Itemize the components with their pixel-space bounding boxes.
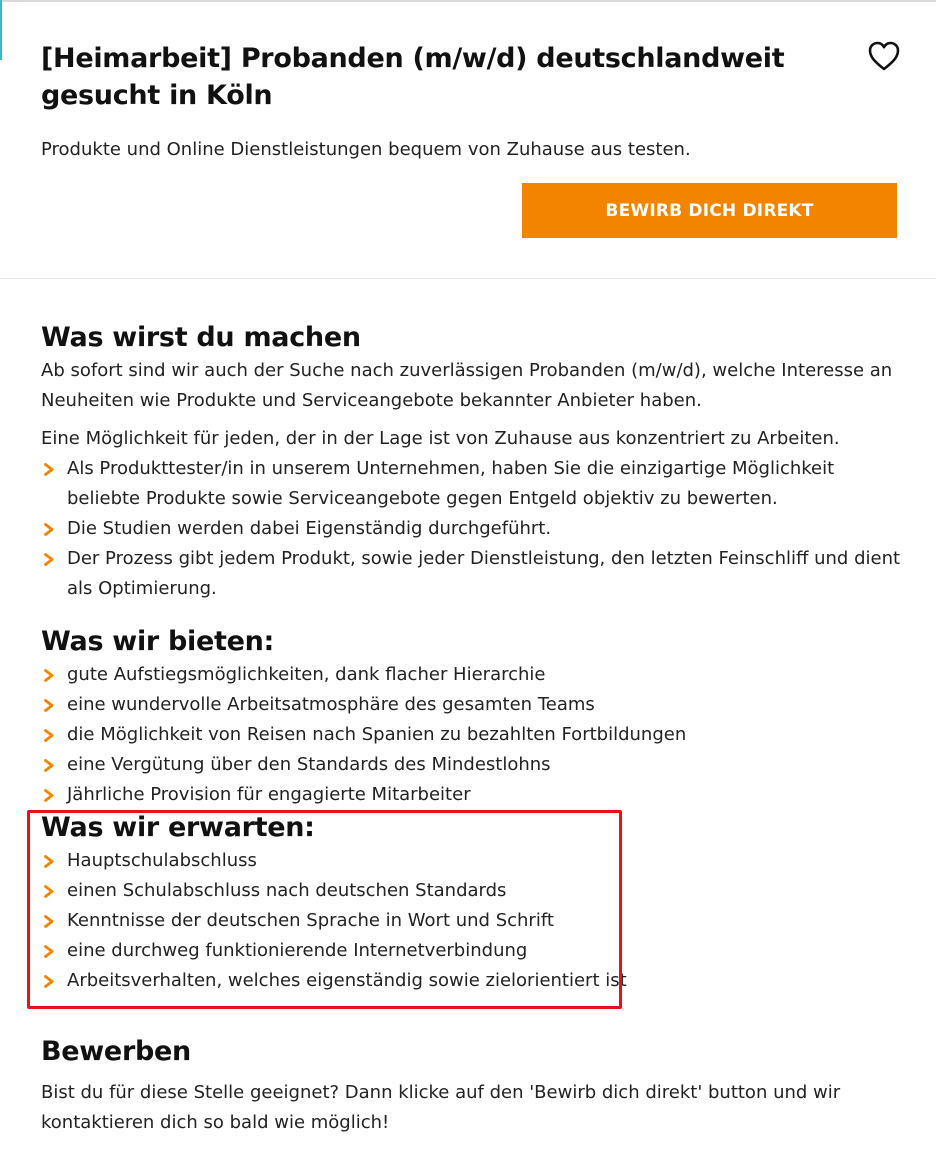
tasks-intro-2: Eine Möglichkeit für jeden, der in der Lage ist von Zuhause aus konzentriert zu Arbeiten.: [41, 428, 840, 449]
list-item: [41, 454, 911, 514]
section-heading-expectations: Was wir erwarten:: [41, 812, 315, 843]
list-item-text: Hauptschulabschluss: [67, 850, 257, 871]
chevron-right-icon: [43, 729, 55, 742]
list-item-text: Jährliche Provision für engagierte Mitarbeiter: [67, 784, 471, 805]
list-item: [41, 660, 911, 690]
heart-outline-icon[interactable]: [867, 40, 901, 72]
list-item-text: Arbeitsverhalten, welches eigenständig sowie zielorientiert ist: [67, 970, 627, 991]
list-item-text: Der Prozess gibt jedem Produkt, sowie jeder Dienstleistung, den letzten Feinschliff und dient als Optimierung.: [67, 548, 901, 599]
list-item-text: Kenntnisse der deutschen Sprache in Wort und Schrift: [67, 910, 554, 931]
list-item-text: Als Produkttester/in in unserem Unternehmen, haben Sie die einzigartige Möglichkeit beliebte Produkte sowie Serviceangebote gegen Entgeld objektiv zu bewerten.: [67, 458, 835, 509]
chevron-right-icon: [43, 975, 55, 988]
expectations-list: [41, 846, 911, 996]
section-heading-tasks: Was wirst du machen: [41, 322, 361, 353]
list-item-text: Die Studien werden dabei Eigenständig durchgeführt.: [67, 518, 552, 539]
chevron-right-icon: [43, 885, 55, 898]
job-subtitle: Produkte und Online Dienstleistungen bequem von Zuhause aus testen.: [41, 139, 691, 160]
list-item: [41, 906, 911, 936]
list-item: [41, 514, 911, 544]
list-item-text: die Möglichkeit von Reisen nach Spanien zu bezahlten Fortbildungen: [67, 724, 687, 745]
apply-text: Bist du für diese Stelle geeignet? Dann klicke auf den 'Bewirb dich direkt' button und wir kontaktieren dich so bald wie möglich!: [41, 1082, 841, 1133]
list-item-text: einen Schulabschluss nach deutschen Standards: [67, 880, 507, 901]
section-offer: [41, 624, 911, 810]
list-item: [41, 780, 911, 810]
list-item: [41, 544, 911, 604]
chevron-right-icon: [43, 553, 55, 566]
chevron-right-icon: [43, 759, 55, 772]
job-title: [Heimarbeit] Probanden (m/w/d) deutschlandweit gesucht in Köln: [41, 43, 785, 111]
list-item: [41, 750, 911, 780]
list-item: [41, 720, 911, 750]
job-header: [0, 0, 936, 279]
list-item: [41, 876, 911, 906]
list-item-text: eine durchweg funktionierende Internetverbindung: [67, 940, 528, 961]
list-item: [41, 690, 911, 720]
section-heading-apply: Bewerben: [41, 1036, 191, 1067]
list-item: [41, 936, 911, 966]
apply-directly-button[interactable]: BEWIRB DICH DIREKT: [522, 183, 897, 238]
tasks-list: [41, 454, 911, 604]
offer-list: [41, 660, 911, 810]
chevron-right-icon: [43, 789, 55, 802]
chevron-right-icon: [43, 945, 55, 958]
list-item-text: eine wundervolle Arbeitsatmosphäre des gesamten Teams: [67, 694, 595, 715]
chevron-right-icon: [43, 915, 55, 928]
tasks-intro: Ab sofort sind wir auch der Suche nach zuverlässigen Probanden (m/w/d), welche Interesse an Neuheiten wie Produkte und Serviceangebote bekannter Anbieter haben.: [41, 360, 893, 411]
chevron-right-icon: [43, 669, 55, 682]
section-heading-offer: Was wir bieten:: [41, 626, 275, 657]
job-description: [41, 320, 911, 1138]
section-apply: [41, 1034, 911, 1138]
list-item: [41, 846, 911, 876]
section-expectations: [41, 810, 911, 996]
list-item: [41, 966, 911, 996]
list-item-text: eine Vergütung über den Standards des Mindestlohns: [67, 754, 551, 775]
chevron-right-icon: [43, 523, 55, 536]
section-tasks: [41, 320, 911, 604]
chevron-right-icon: [43, 855, 55, 868]
list-item-text: gute Aufstiegsmöglichkeiten, dank flacher Hierarchie: [67, 664, 546, 685]
chevron-right-icon: [43, 699, 55, 712]
chevron-right-icon: [43, 463, 55, 476]
